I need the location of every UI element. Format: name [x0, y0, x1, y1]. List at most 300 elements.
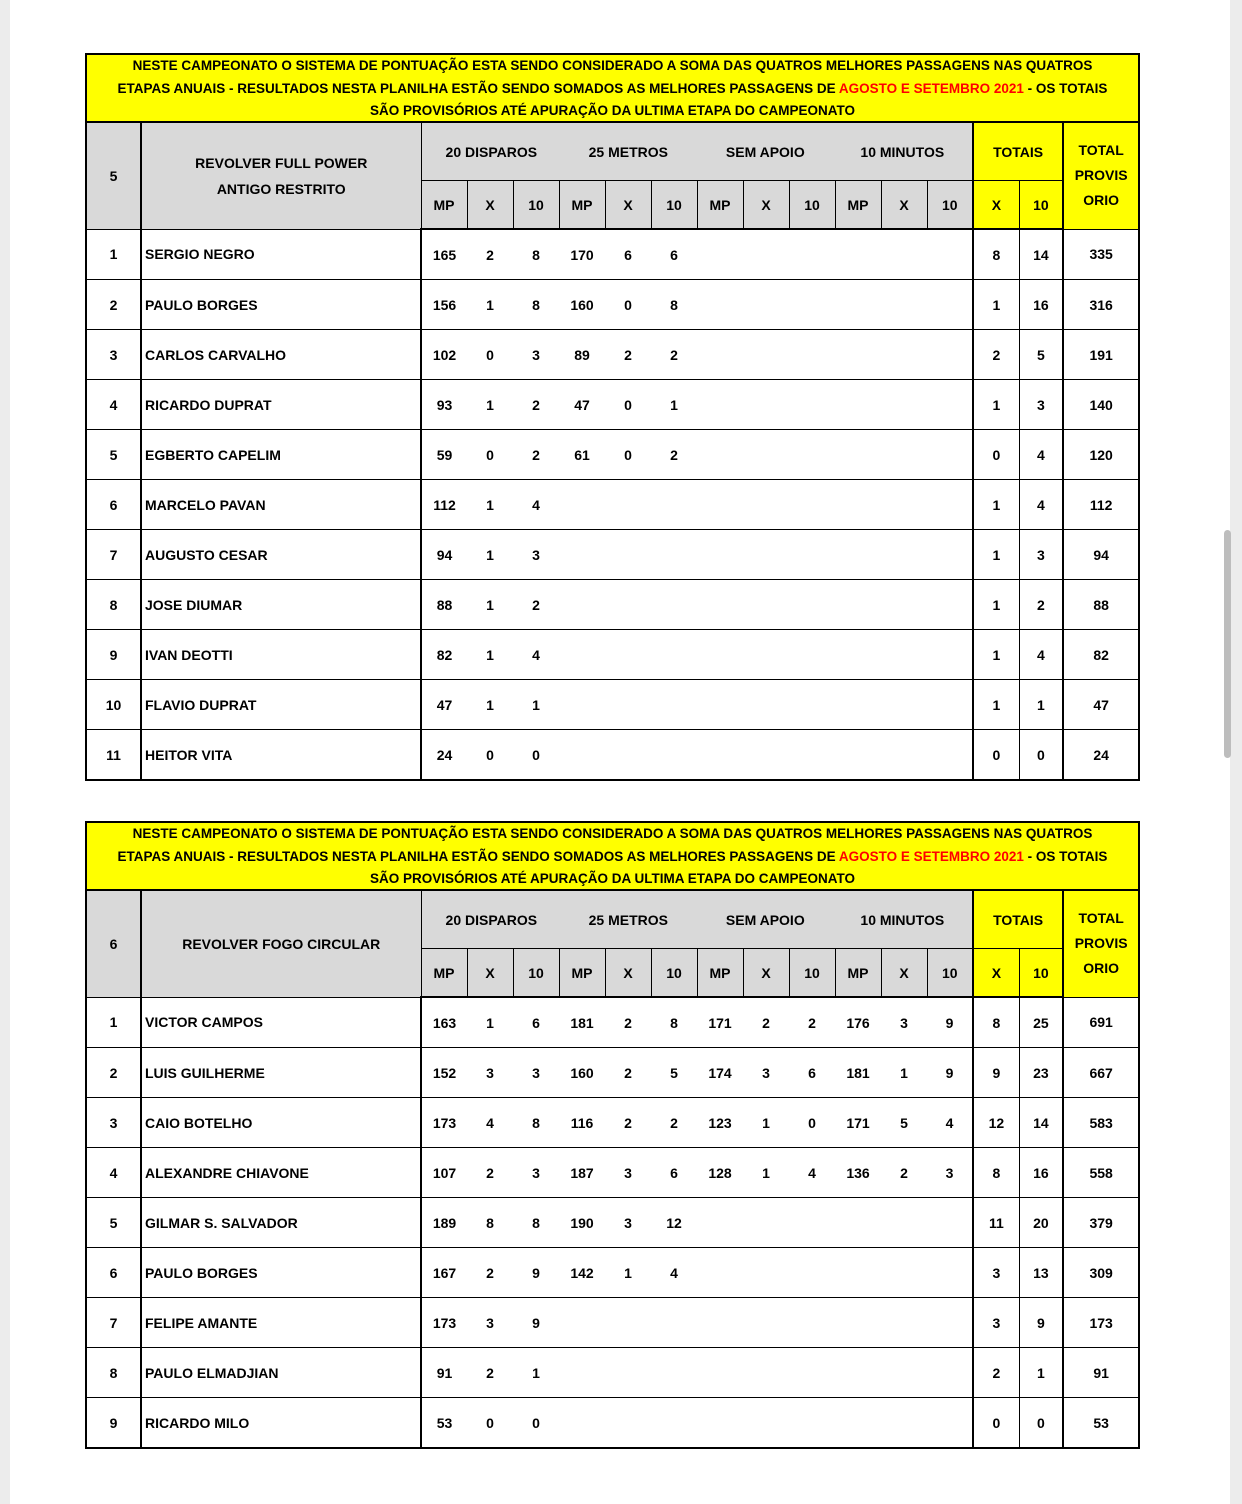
score-cell: 2 [881, 1148, 927, 1198]
column-header: MP [835, 949, 881, 998]
total-x-cell: 1 [973, 380, 1019, 430]
total-provisorio-cell: 91 [1063, 1348, 1139, 1398]
score-cell [697, 430, 743, 480]
total-x-cell: 1 [973, 280, 1019, 330]
score-cell: 174 [697, 1048, 743, 1098]
score-cell: 94 [421, 530, 467, 580]
score-cell: 173 [421, 1098, 467, 1148]
position-cell: 4 [86, 1148, 141, 1198]
score-cell [881, 1248, 927, 1298]
totals-10-header: 10 [1019, 949, 1063, 998]
score-cell: 1 [605, 1248, 651, 1298]
score-cell [835, 330, 881, 380]
score-cell: 156 [421, 280, 467, 330]
score-cell: 171 [697, 997, 743, 1048]
score-cell: 0 [467, 330, 513, 380]
position-cell: 2 [86, 1048, 141, 1098]
score-cell [605, 680, 651, 730]
table-row [86, 380, 1139, 430]
total-x-cell: 2 [973, 330, 1019, 380]
score-cell [927, 630, 973, 680]
ranking-block [85, 53, 1140, 781]
score-cell [789, 1198, 835, 1248]
table-row [86, 1298, 1139, 1348]
score-cell [789, 1398, 835, 1449]
score-cell [881, 580, 927, 630]
score-cell [927, 1198, 973, 1248]
table-row [86, 480, 1139, 530]
table-row [86, 430, 1139, 480]
total-x-cell: 1 [973, 580, 1019, 630]
score-cell: 2 [605, 330, 651, 380]
total-provisorio-line: TOTAL [1078, 910, 1124, 927]
stage-label: 25 METROS [588, 911, 668, 928]
score-cell [651, 1298, 697, 1348]
notice-line-1: NESTE CAMPEONATO O SISTEMA DE PONTUAÇÃO ESTA SENDO CONSIDERADO A SOMA DAS QUATROS MELHORES PASSAGENS NAS QUATROS [132, 826, 1093, 841]
score-cell [881, 280, 927, 330]
score-cell: 3 [605, 1148, 651, 1198]
total-10-cell: 1 [1019, 680, 1063, 730]
total-provisorio-header [1063, 122, 1139, 229]
score-cell [743, 330, 789, 380]
score-cell: 8 [651, 997, 697, 1048]
score-cell [605, 480, 651, 530]
score-cell [697, 480, 743, 530]
score-cell: 0 [605, 430, 651, 480]
totals-x-header: X [973, 181, 1019, 230]
score-cell [697, 1248, 743, 1298]
score-cell [881, 229, 927, 280]
score-cell: 1 [467, 480, 513, 530]
score-cell: 24 [421, 730, 467, 781]
position-cell: 6 [86, 480, 141, 530]
score-cell [835, 280, 881, 330]
table-row [86, 229, 1139, 280]
column-header: X [605, 181, 651, 230]
total-x-cell: 3 [973, 1248, 1019, 1298]
score-cell: 112 [421, 480, 467, 530]
score-cell: 1 [467, 997, 513, 1048]
score-cell: 2 [467, 1348, 513, 1398]
total-provisorio-cell: 191 [1063, 330, 1139, 380]
total-provisorio-cell: 316 [1063, 280, 1139, 330]
score-cell [789, 330, 835, 380]
score-cell [605, 730, 651, 781]
score-cell [927, 730, 973, 781]
score-cell: 3 [743, 1048, 789, 1098]
score-cell: 181 [559, 997, 605, 1048]
total-provisorio-cell: 47 [1063, 680, 1139, 730]
competitor-name: SERGIO NEGRO [141, 229, 421, 280]
score-cell: 176 [835, 997, 881, 1048]
notice-highlight: AGOSTO E SETEMBRO 2021 [838, 848, 1024, 864]
column-header: X [467, 949, 513, 998]
score-cell: 12 [651, 1198, 697, 1248]
score-cell [697, 730, 743, 781]
column-header: 10 [651, 181, 697, 230]
score-cell [605, 1398, 651, 1449]
score-cell [881, 530, 927, 580]
score-cell [881, 380, 927, 430]
competitor-name: CARLOS CARVALHO [141, 330, 421, 380]
score-cell: 2 [513, 380, 559, 430]
score-cell: 165 [421, 229, 467, 280]
competitor-name: JOSE DIUMAR [141, 580, 421, 630]
score-cell: 2 [789, 997, 835, 1048]
score-cell: 61 [559, 430, 605, 480]
stage-label: SEM APOIO [725, 911, 805, 928]
score-cell [651, 480, 697, 530]
score-cell [743, 1348, 789, 1398]
score-cell: 1 [467, 530, 513, 580]
score-cell: 167 [421, 1248, 467, 1298]
score-cell [789, 1348, 835, 1398]
total-provisorio-line: PROVIS [1074, 935, 1128, 952]
score-cell [605, 1298, 651, 1348]
score-cell: 1 [743, 1098, 789, 1148]
table-row [86, 1098, 1139, 1148]
score-cell [697, 330, 743, 380]
total-x-cell: 8 [973, 1148, 1019, 1198]
total-provisorio-cell: 112 [1063, 480, 1139, 530]
score-cell: 2 [467, 1248, 513, 1298]
score-cell: 0 [467, 1398, 513, 1449]
score-cell: 9 [927, 997, 973, 1048]
score-cell: 2 [467, 1148, 513, 1198]
notice-banner [85, 53, 1140, 121]
score-cell: 3 [467, 1048, 513, 1098]
score-cell [697, 280, 743, 330]
score-cell: 4 [789, 1148, 835, 1198]
score-cell: 0 [467, 430, 513, 480]
score-cell [697, 1298, 743, 1348]
position-cell: 8 [86, 1348, 141, 1398]
category-name [141, 890, 421, 997]
score-cell [743, 1298, 789, 1348]
score-cell [743, 530, 789, 580]
score-cell [881, 480, 927, 530]
notice-line-2 [87, 78, 1138, 101]
notice-text: - OS TOTAIS [1023, 80, 1108, 96]
score-cell: 6 [789, 1048, 835, 1098]
total-provisorio-cell: 82 [1063, 630, 1139, 680]
total-x-cell: 0 [973, 730, 1019, 781]
total-provisorio-cell: 140 [1063, 380, 1139, 430]
score-cell [559, 1348, 605, 1398]
score-cell [835, 1248, 881, 1298]
score-cell: 4 [513, 480, 559, 530]
total-10-cell: 23 [1019, 1048, 1063, 1098]
score-cell: 4 [651, 1248, 697, 1298]
score-cell: 0 [605, 280, 651, 330]
total-provisorio-cell: 88 [1063, 580, 1139, 630]
total-10-cell: 3 [1019, 380, 1063, 430]
score-cell: 163 [421, 997, 467, 1048]
stages-header [421, 122, 973, 181]
score-cell: 1 [467, 630, 513, 680]
total-provisorio-cell: 558 [1063, 1148, 1139, 1198]
score-cell [743, 380, 789, 430]
score-cell: 2 [651, 430, 697, 480]
position-cell: 9 [86, 630, 141, 680]
score-cell: 1 [513, 680, 559, 730]
competitor-name: ALEXANDRE CHIAVONE [141, 1148, 421, 1198]
score-cell: 189 [421, 1198, 467, 1248]
table-row [86, 730, 1139, 781]
score-cell [927, 1248, 973, 1298]
column-header: MP [559, 181, 605, 230]
category-number: 5 [86, 122, 141, 229]
score-cell [835, 730, 881, 781]
table-row [86, 1348, 1139, 1398]
position-cell: 3 [86, 1098, 141, 1148]
score-cell [697, 630, 743, 680]
score-cell: 142 [559, 1248, 605, 1298]
score-cell [697, 1198, 743, 1248]
score-cell: 3 [881, 997, 927, 1048]
total-10-cell: 2 [1019, 580, 1063, 630]
score-cell: 107 [421, 1148, 467, 1198]
competitor-name: PAULO ELMADJIAN [141, 1348, 421, 1398]
column-header: 10 [651, 949, 697, 998]
total-10-cell: 16 [1019, 280, 1063, 330]
score-cell: 173 [421, 1298, 467, 1348]
position-cell: 5 [86, 430, 141, 480]
score-cell [743, 1248, 789, 1298]
table-row [86, 1048, 1139, 1098]
score-cell [835, 1198, 881, 1248]
score-cell: 3 [927, 1148, 973, 1198]
score-cell [605, 580, 651, 630]
score-cell: 3 [513, 1048, 559, 1098]
total-x-cell: 1 [973, 680, 1019, 730]
score-cell: 170 [559, 229, 605, 280]
table-row [86, 680, 1139, 730]
total-provisorio-line: PROVIS [1074, 167, 1128, 184]
score-cell [789, 1298, 835, 1348]
column-header: X [743, 181, 789, 230]
position-cell: 1 [86, 229, 141, 280]
score-cell [743, 730, 789, 781]
score-cell [835, 430, 881, 480]
score-cell: 187 [559, 1148, 605, 1198]
score-cell [789, 280, 835, 330]
position-cell: 1 [86, 997, 141, 1048]
score-cell [927, 680, 973, 730]
total-provisorio-cell: 120 [1063, 430, 1139, 480]
score-cell: 160 [559, 280, 605, 330]
column-header: 10 [513, 181, 559, 230]
score-cell [789, 1248, 835, 1298]
total-provisorio-line: ORIO [1083, 192, 1120, 209]
total-provisorio-cell: 173 [1063, 1298, 1139, 1348]
score-cell: 3 [513, 530, 559, 580]
column-header: X [743, 949, 789, 998]
total-provisorio-cell: 94 [1063, 530, 1139, 580]
competitor-name: VICTOR CAMPOS [141, 997, 421, 1048]
score-cell [559, 630, 605, 680]
score-cell [927, 280, 973, 330]
score-cell: 4 [467, 1098, 513, 1148]
score-cell: 8 [513, 1198, 559, 1248]
score-cell: 2 [605, 1098, 651, 1148]
notice-text: - OS TOTAIS [1023, 848, 1108, 864]
score-cell [835, 680, 881, 730]
score-cell: 190 [559, 1198, 605, 1248]
scrollbar-thumb[interactable] [1224, 530, 1231, 758]
score-cell [605, 530, 651, 580]
ranking-block [85, 821, 1140, 1449]
stage-label: 10 MINUTOS [860, 911, 945, 928]
score-cell: 53 [421, 1398, 467, 1449]
stage-label: 25 METROS [588, 143, 668, 160]
competitor-name: FELIPE AMANTE [141, 1298, 421, 1348]
score-cell [881, 430, 927, 480]
notice-line-2 [87, 846, 1138, 869]
score-cell [743, 580, 789, 630]
score-cell [559, 730, 605, 781]
score-cell: 4 [927, 1098, 973, 1148]
total-x-cell: 8 [973, 997, 1019, 1048]
total-10-cell: 4 [1019, 480, 1063, 530]
score-cell: 9 [927, 1048, 973, 1098]
table-row [86, 1198, 1139, 1248]
score-cell [559, 1398, 605, 1449]
score-cell [927, 430, 973, 480]
stage-label: SEM APOIO [725, 143, 805, 160]
score-cell [881, 1398, 927, 1449]
score-cell [651, 530, 697, 580]
score-cell [835, 1348, 881, 1398]
score-cell: 5 [651, 1048, 697, 1098]
score-cell [927, 580, 973, 630]
score-cell [789, 680, 835, 730]
score-cell [927, 480, 973, 530]
notice-line-3: SÃO PROVISÓRIOS ATÉ APURAÇÃO DA ULTIMA ETAPA DO CAMPEONATO [369, 871, 855, 886]
score-cell [559, 1298, 605, 1348]
score-cell: 6 [513, 997, 559, 1048]
score-cell: 123 [697, 1098, 743, 1148]
score-cell: 9 [513, 1248, 559, 1298]
score-cell: 2 [651, 330, 697, 380]
score-cell [605, 630, 651, 680]
column-header: X [467, 181, 513, 230]
score-cell [927, 380, 973, 430]
score-cell: 1 [743, 1148, 789, 1198]
score-cell [789, 380, 835, 430]
score-cell: 2 [743, 997, 789, 1048]
score-cell [559, 680, 605, 730]
total-10-cell: 25 [1019, 997, 1063, 1048]
score-cell: 171 [835, 1098, 881, 1148]
score-cell [605, 1348, 651, 1398]
score-cell: 0 [467, 730, 513, 781]
score-cell [835, 229, 881, 280]
score-cell: 3 [467, 1298, 513, 1348]
notice-line-3: SÃO PROVISÓRIOS ATÉ APURAÇÃO DA ULTIMA ETAPA DO CAMPEONATO [369, 103, 855, 118]
score-cell [835, 380, 881, 430]
total-x-cell: 0 [973, 1398, 1019, 1449]
score-cell [789, 580, 835, 630]
score-cell: 3 [513, 1148, 559, 1198]
score-cell [697, 229, 743, 280]
competitor-name: IVAN DEOTTI [141, 630, 421, 680]
notice-line-1: NESTE CAMPEONATO O SISTEMA DE PONTUAÇÃO ESTA SENDO CONSIDERADO A SOMA DAS QUATROS MELHORES PASSAGENS NAS QUATROS [132, 58, 1093, 73]
score-cell [789, 430, 835, 480]
score-cell [835, 1298, 881, 1348]
total-10-cell: 3 [1019, 530, 1063, 580]
total-provisorio-cell: 309 [1063, 1248, 1139, 1298]
score-cell [743, 630, 789, 680]
totals-header: TOTAIS [973, 890, 1063, 949]
score-cell: 1 [467, 580, 513, 630]
score-cell [743, 430, 789, 480]
total-provisorio-cell: 335 [1063, 229, 1139, 280]
score-cell: 1 [651, 380, 697, 430]
score-cell [835, 480, 881, 530]
notice-text: ETAPAS ANUAIS - RESULTADOS NESTA PLANILHA ESTÃO SENDO SOMADOS AS MELHORES PASSAGENS DE [117, 848, 839, 864]
score-cell [881, 680, 927, 730]
score-cell [927, 229, 973, 280]
competitor-name: CAIO BOTELHO [141, 1098, 421, 1148]
score-cell: 4 [513, 630, 559, 680]
score-cell: 2 [467, 229, 513, 280]
total-provisorio-cell: 583 [1063, 1098, 1139, 1148]
score-cell [559, 530, 605, 580]
column-header: X [881, 949, 927, 998]
score-cell [651, 680, 697, 730]
notice-text: ETAPAS ANUAIS - RESULTADOS NESTA PLANILHA ESTÃO SENDO SOMADOS AS MELHORES PASSAGENS DE [117, 80, 839, 96]
score-cell: 8 [513, 229, 559, 280]
position-cell: 2 [86, 280, 141, 330]
score-cell [835, 630, 881, 680]
total-x-cell: 11 [973, 1198, 1019, 1248]
total-10-cell: 16 [1019, 1148, 1063, 1198]
score-cell [835, 1398, 881, 1449]
score-cell: 59 [421, 430, 467, 480]
score-cell [881, 1298, 927, 1348]
score-cell: 82 [421, 630, 467, 680]
competitor-name: RICARDO MILO [141, 1398, 421, 1449]
position-cell: 4 [86, 380, 141, 430]
position-cell: 11 [86, 730, 141, 781]
column-header: MP [421, 181, 467, 230]
table-row [86, 330, 1139, 380]
total-10-cell: 9 [1019, 1298, 1063, 1348]
stage-label: 20 DISPAROS [445, 143, 538, 160]
score-cell [651, 630, 697, 680]
score-cell [881, 1198, 927, 1248]
column-header: 10 [789, 949, 835, 998]
score-cell: 9 [513, 1298, 559, 1348]
position-cell: 7 [86, 1298, 141, 1348]
position-cell: 9 [86, 1398, 141, 1449]
competitor-name: HEITOR VITA [141, 730, 421, 781]
results-table [85, 121, 1140, 781]
score-cell: 91 [421, 1348, 467, 1398]
total-x-cell: 1 [973, 530, 1019, 580]
column-header: X [605, 949, 651, 998]
score-cell [789, 730, 835, 781]
score-cell [835, 530, 881, 580]
total-provisorio-cell: 691 [1063, 997, 1139, 1048]
total-provisorio-cell: 379 [1063, 1198, 1139, 1248]
position-cell: 7 [86, 530, 141, 580]
score-cell [789, 480, 835, 530]
score-cell: 6 [605, 229, 651, 280]
total-10-cell: 4 [1019, 430, 1063, 480]
score-cell: 89 [559, 330, 605, 380]
